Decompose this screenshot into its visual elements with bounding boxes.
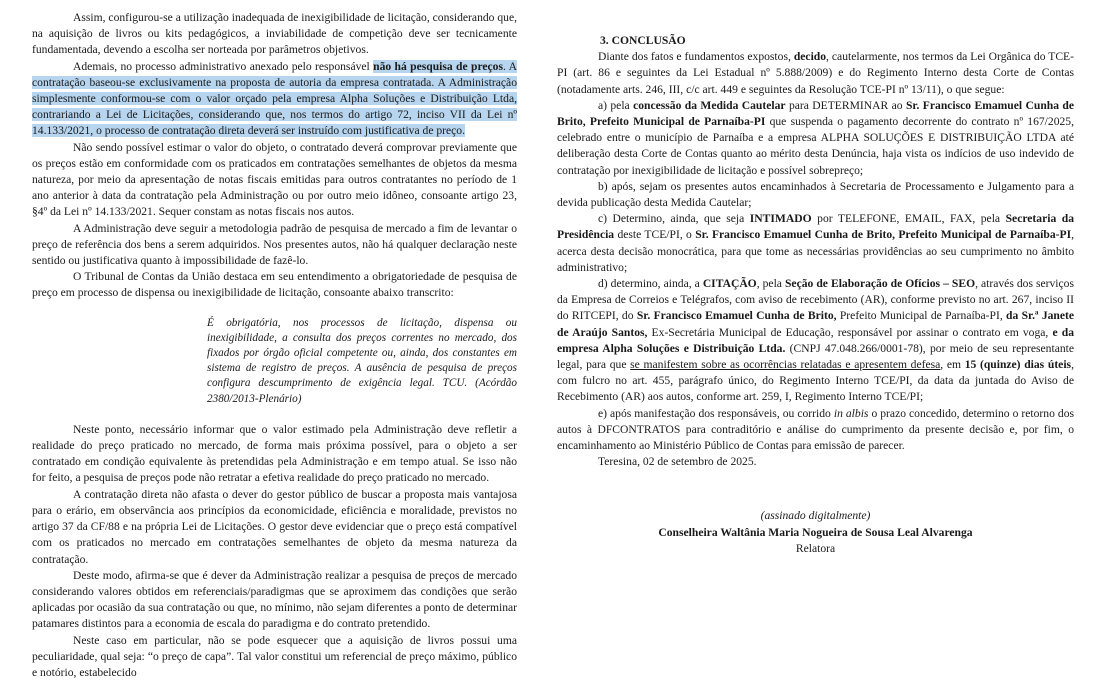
paragraph-dever-administracao: Deste modo, afirma-se que é dever da Administração realizar a pesquisa de preços de mercado considerando valores obtidos em referenciais/paradigmas que se aproximem das condições que serão aplicadas por ocasião da sua contratação ou que, no mínimo, não sejam diferentes a ponto de determinar patamares distintos para a economia de escala do paradigma e do contrato pretendido. (32, 568, 517, 631)
date-line: Teresina, 02 de setembro de 2025. (598, 455, 757, 469)
text: e) após manifestação dos responsáveis, ou corrido (598, 406, 834, 420)
paragraph-preco-capa: Neste caso em particular, não se pode esquecer que a aquisição de livros possui uma peculiaridade, qual seja: “o preço de capa”. Tal valor constitui um referencial de preço máximo, público e notório, estabelecido (32, 633, 517, 679)
item-c (557, 211, 1074, 276)
text: , cautelarmente, nos termos da Lei Orgânica do TCE-PI (art. 86 e seguintes da Lei Estadual nº 5.888/2009) e do Regimento Interno desta Corte de Contas (notadamente arts. 246, III, c/c art. 449 e seguintes da Resolução TCE-PI nº 13/11), o que segue: (557, 50, 1075, 96)
selected-text-rest[interactable]: . A contratação baseou-se exclusivamente na proposta de autoria da empresa contratada. A Administração simplesmente conformou-se com o valor orçado pela empresa Alpha Soluções e Distribuição Ltda, contrariando a Lei de Licitações, considerando que, nos termos do artigo 72, inciso VII da Lei nº 14.133/2021, o processo de contratação direta deverá ser instruído com justificativa de preço. (32, 59, 517, 138)
paragraph-inexigibilidade: Assim, configurou-se a utilização inadequada de inexigibilidade de licitação, considerando que, na aquisição de livros ou kits pedagógicos, a inviabilidade de competição deve ser tecnicamente fundamentada, devendo a escolha ser norteada por parâmetros objetivos. (32, 11, 517, 57)
text: o prazo concedido, determino o retorno dos autos à DFCONTRATOS para contraditório e análise do cumprimento da presente decisão e, por fim, o encaminhamento ao Ministério Público de Contas para emissão de parecer. (557, 406, 1075, 453)
bold-text: Sr. Francisco Emamuel Cunha de Brito, Prefeito Municipal de Parnaíba-PI (557, 98, 1074, 129)
bold-text: Sr. Francisco Emamuel Cunha de Brito, Prefeito Municipal de Parnaíba-PI (695, 228, 1072, 242)
text: (CNPJ 47.048.266/0001-78), por meio de seu representante legal, para que (557, 341, 1075, 372)
item-e (557, 406, 1074, 455)
text: Ex-Secretária Municipal de Educação, responsável por assinar o contrato em voga, (647, 325, 1053, 339)
text: Diante dos fatos e fundamentos expostos, (598, 50, 794, 64)
signer-name: Conselheira Waltânia Maria Nogueira de Sousa Leal Alvarenga (658, 525, 973, 539)
bold-text: Secretaria da Presidência (557, 212, 1074, 242)
text: , com fulcro no art. 455, parágrafo único, do Regimento Interno TCE/PI, da data da juntada do Aviso de Recebimento (AR) aos autos, conforme art. 259, I, Regimento Interno TCE/PI; (557, 358, 1074, 404)
paragraph-intro (557, 49, 1074, 98)
text: , acerca desta decisão monocrática, para que tome as necessárias providências ao seu cumprimento no âmbito administrativo; (557, 228, 1074, 274)
signer-role: Relatora (795, 541, 836, 555)
text: , através dos serviços da Empresa de Correios e Telégrafos, com aviso de recebimento (AR), conforme previsto no art. 267, inciso II do RITCEPI, do (557, 277, 1074, 323)
bold-selected-text[interactable]: não há pesquisa de preços (373, 59, 503, 73)
spacer (557, 470, 1074, 508)
section-title: 3. CONCLUSÃO (600, 34, 686, 47)
bold-text: decido (793, 50, 827, 64)
right-column (557, 33, 1074, 557)
left-column (32, 10, 517, 681)
text: a) pela (598, 98, 634, 112)
bold-text: Seção de Elaboração de Ofícios – SEO (784, 277, 976, 291)
paragraph-metodologia: A Administração deve seguir a metodologia padrão de pesquisa de mercado a fim de levantar o preço de referência dos bens a serem adquiridos. Nos presentes autos, não há qualquer declaração neste sentido ou justificativa quanto à impossibilidade de fazê-lo. (32, 221, 517, 268)
signature-note: (assinado digitalmente) (760, 509, 871, 523)
paragraph-tcu: O Tribunal de Contas da União destaca em seu entendimento a obrigatoriedade de pesquisa de preço em processo de dispensa ou inexigibilidade de licitação, consoante abaixo transcrito: (32, 270, 517, 300)
text: , em (940, 358, 965, 372)
bold-text: INTIMADO (749, 212, 812, 226)
text: que suspenda o pagamento decorrente do contrato nº 167/2025, celebrado entre o município de Parnaíba e a empresa ALPHA SOLUÇÕES E DISTRIBUIÇÃO LTDA até deliberação desta Corte de Contas quanto ao mérito desta Denúncia, haja vista os indícios de uso indevido de contratação por inexigibilidade de licitação e possível sobrepreço; (557, 115, 1074, 177)
item-b: b) após, sejam os presentes autos encaminhados à Secretaria de Processamento e Julgamento para a devida publicação desta Medida Cautelar; (557, 179, 1074, 210)
item-a (557, 98, 1074, 179)
bold-text: Sr. Francisco Emamuel Cunha de Brito, (636, 309, 837, 323)
text: deste TCE/PI, o (614, 228, 696, 242)
text: d) determino, ainda, a (598, 277, 703, 291)
paragraph-valor-estimado: Neste ponto, necessário informar que o valor estimado pela Administração deve refletir a realidade do preço praticado no mercado, de forma mais próxima possível, para o objeto a ser contratado em condição equivalente às pretendidas pela Administração e em tempo atual. Se isso não for feito, a pesquisa de preços pode não retratar a efetiva realidade do preço praticado no mercado. (32, 422, 517, 485)
text: para DETERMINAR ao (785, 98, 906, 112)
plain-text: Ademais, no processo administrativo anexado pelo responsável (73, 59, 374, 73)
bold-text: 15 (quinze) dias úteis (964, 358, 1072, 372)
bold-text: e da empresa Alpha Soluções e Distribuição Ltda. (557, 325, 1074, 355)
paragraph-contratacao-direta: A contratação direta não afasta o dever do gestor público de buscar a proposta mais vantajosa para o erário, em observância aos princípios da economicidade, eficiência e moralidade, previstos no artigo 37 da CF/88 e na própria Lei de Licitações. O gestor deve evidenciar que o preço está compatível com os praticados no mercado em contratações semelhantes de objeto da mesma natureza da contratação. (32, 487, 517, 566)
paragraph-pesquisa-precos[interactable] (32, 59, 517, 140)
italic-text: in albis (833, 406, 869, 420)
text: Prefeito Municipal de Parnaíba-PI, (836, 309, 1007, 323)
paragraph-valor-objeto: Não sendo possível estimar o valor do objeto, o contratado deverá comprovar previamente que os preços estão em conformidade com os praticados em contratações semelhantes de objetos da mesma natureza, por meio da apresentação de notas fiscais emitidas para outros contratantes no período de 1 ano anterior à data da contratação pela Administração ou por outro meio idôneo, consoante artigo 23, §4º da Lei nº 14.133/2021. Sequer constam as notas fiscais nos autos. (32, 140, 517, 219)
item-d (557, 276, 1074, 406)
text: , pela (756, 277, 785, 291)
bold-text: concessão da Medida Cautelar (633, 98, 786, 112)
bold-text: CITAÇÃO (702, 277, 757, 291)
bold-text: da Sr.ª Janete de Araújo Santos, (557, 309, 1075, 339)
underlined-text: se manifestem sobre as ocorrências relatadas e apresentem defesa (630, 358, 941, 372)
text: por TELEFONE, EMAIL, FAX, pela (811, 212, 1006, 226)
text: c) Determino, ainda, que seja (598, 212, 750, 226)
block-quote: É obrigatória, nos processos de licitação, dispensa ou inexigibilidade, a consulta dos preços correntes no mercado, dos fixados por órgão oficial competente ou, ainda, dos constantes em sistema de registro de preços. A ausência de pesquisa de preços configura descumprimento de exigência legal. TCU. (Acórdão 2380/2013-Plenário) (207, 316, 517, 405)
